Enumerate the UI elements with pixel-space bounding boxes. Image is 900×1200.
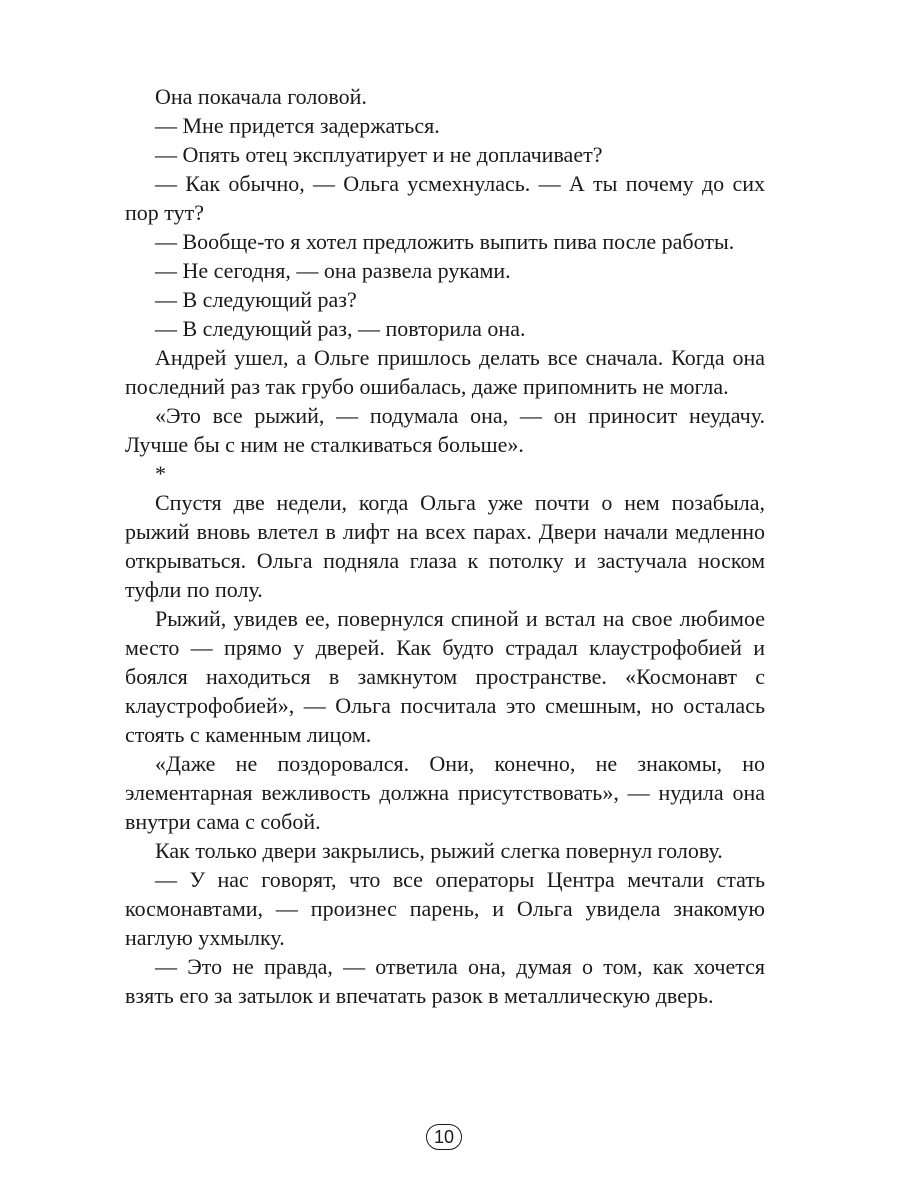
paragraph: — Вообще-то я хотел предложить выпить пива после работы. — [155, 229, 735, 254]
paragraph: Как только двери закрылись, рыжий слегка повернул голову. — [155, 838, 723, 863]
page-body — [125, 82, 765, 1010]
section-separator: * — [155, 461, 166, 486]
paragraph: — В следующий раз? — [155, 287, 357, 312]
paragraph: — Не сегодня, — она развела руками. — [155, 258, 511, 283]
page-number: 10 — [426, 1124, 462, 1150]
paragraph: — У нас говорят, что все операторы Центра мечтали стать космонавтами, — произнес парень, и Ольга увидела знакомую наглую ухмылку. — [125, 867, 765, 950]
paragraph: Андрей ушел, а Ольге пришлось делать все сначала. Когда она последний раз так грубо ошибалась, даже припомнить не могла. — [125, 345, 765, 399]
paragraph: — Это не правда, — ответила она, думая о том, как хочется взять его за затылок и впечатать разок в металлическую дверь. — [125, 954, 765, 1008]
paragraph: «Даже не поздоровался. Они, конечно, не знакомы, но элементарная вежливость должна присутствовать», — нудила она внутри сама с собой. — [125, 751, 765, 834]
paragraph: — Опять отец эксплуатирует и не доплачивает? — [155, 142, 603, 167]
paragraph: — Как обычно, — Ольга усмехнулась. — А ты почему до сих пор тут? — [125, 171, 765, 225]
paragraph: «Это все рыжий, — подумала она, — он приносит неудачу. Лучше бы с ним не сталкиваться больше». — [125, 403, 765, 457]
paragraph: — В следующий раз, — повторила она. — [155, 316, 526, 341]
paragraph: — Мне придется задержаться. — [155, 113, 440, 138]
paragraph: Рыжий, увидев ее, повернулся спиной и встал на свое любимое место — прямо у дверей. Как будто страдал клаустрофобией и боялся находиться в замкнутом пространстве. «Космонавт с клаустрофобией», — Ольга посчитала это смешным, но осталась стоять с каменным лицом. — [125, 606, 765, 747]
paragraph: Она покачала головой. — [155, 84, 367, 109]
paragraph: Спустя две недели, когда Ольга уже почти о нем позабыла, рыжий вновь влетел в лифт на всех парах. Двери начали медленно открываться. Ольга подняла глаза к потолку и застучала носком туфли по полу. — [125, 490, 765, 602]
